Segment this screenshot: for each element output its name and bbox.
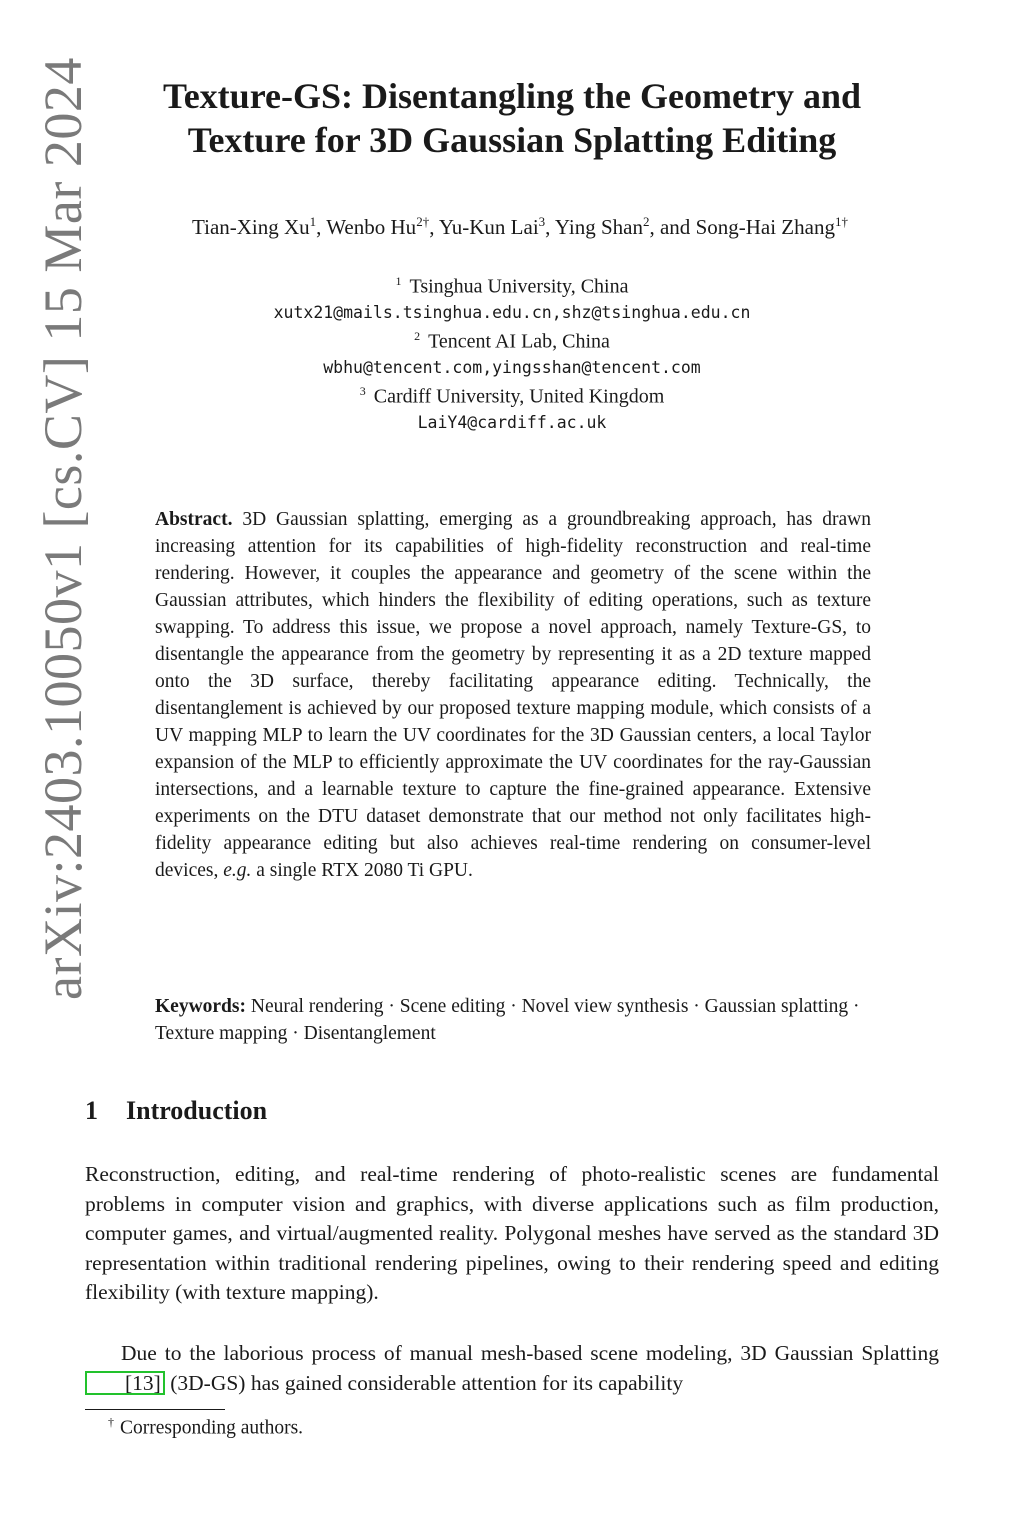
title-line-1: Texture-GS: Disentangling the Geometry and: [163, 76, 861, 116]
author-separator: ,: [316, 215, 327, 239]
author-affiliation-mark: 2: [642, 214, 650, 229]
affiliation-emails: xutx21@mails.tsinghua.edu.cn,shz@tsinghua.edu.cn: [273, 302, 751, 322]
intro-paragraph-1: Reconstruction, editing, and real-time rendering of photo-realistic scenes are fundamental problems in computer vision and graphics, with diverse applications such as film production, computer games, and virtual/augmented reality. Polygonal meshes have served as the standard 3D representation within traditional rendering pipelines, owing to their rendering speed and editing flexibility (with texture mapping).: [85, 1162, 939, 1305]
affiliation-emails: wbhu@tencent.com,yingsshan@tencent.com: [323, 357, 701, 377]
affiliation-number: 3: [359, 384, 366, 398]
affiliation-3: [200, 378, 824, 436]
abstract-eg: e.g.: [223, 860, 252, 881]
author-affiliation-mark: 1: [309, 214, 317, 229]
abstract-text: 3D Gaussian splatting, emerging as a groundbreaking approach, has drawn increasing attention for its capabilities of high-fidelity reconstruction and real-time rendering. However, it couples the appearance and geometry of the scene within the Gaussian attributes, which hinders the flexibility of editing operations, such as texture swapping. To address this issue, we propose a novel approach, namely Texture-GS, to disentangle the appearance from the geometry by representing it as a 2D texture mapped onto the 3D surface, thereby facilitating appearance editing. Technically, the disentanglement is achieved by our proposed texture mapping module, which consists of a UV mapping MLP to learn the UV coordinates for the 3D Gaussian centers, a local Taylor expansion of the MLP to efficiently approximate the UV coordinates for the ray-Gaussian intersections, and a learnable texture to capture the fine-grained appearance. Extensive experiments on the DTU dataset demonstrate that our method not only facilitates high-fidelity appearance editing but also achieves real-time rendering on consumer-level devices,: [155, 509, 872, 881]
affiliation-number: 2: [414, 329, 421, 343]
keywords-text: Neural rendering · Scene editing · Novel view synthesis · Gaussian splatting · Texture mapping · Disentanglement: [155, 996, 860, 1044]
author-affiliation-mark: 1†: [834, 214, 848, 229]
section-number: 1: [85, 1096, 98, 1125]
author-list: [80, 214, 960, 240]
paper-title: [100, 74, 924, 162]
citation-number: 13: [132, 1370, 154, 1395]
affiliation-name: Cardiff University, United Kingdom: [373, 385, 665, 408]
author-name: Wenbo Hu: [326, 215, 417, 239]
intro-paragraph-2-text: Due to the laborious process of manual mesh-based scene modeling, 3D Gaussian Splatting: [121, 1341, 939, 1365]
author-name: Ying Shan: [554, 215, 643, 239]
author-separator: ,: [429, 215, 439, 239]
section-title: Introduction: [126, 1096, 268, 1125]
affiliation-emails: LaiY4@cardiff.ac.uk: [417, 412, 607, 432]
author-name: Tian-Xing Xu: [192, 215, 310, 239]
affiliation-2: [200, 323, 824, 381]
affiliation-number: 1: [395, 274, 402, 288]
intro-paragraph-2-continuation: (3D-GS) has gained considerable attention for its capability: [170, 1370, 684, 1395]
intro-paragraph-2: [85, 1339, 939, 1398]
author-name: Yu-Kun Lai: [438, 215, 539, 239]
keywords: [155, 993, 871, 1047]
abstract-tail: a single RTX 2080 Ti GPU.: [256, 860, 473, 881]
author-separator: , and: [649, 215, 696, 239]
abstract: [155, 506, 871, 884]
author-affiliation-mark: 2†: [416, 214, 430, 229]
citation-link[interactable]: [13]: [85, 1371, 165, 1395]
section-heading: [85, 1096, 267, 1126]
abstract-label: Abstract.: [155, 509, 233, 530]
footnote-text: Corresponding authors.: [120, 1417, 304, 1439]
affiliation-name: Tencent AI Lab, China: [428, 330, 610, 353]
footnote-rule: [85, 1409, 225, 1410]
footnote: [108, 1415, 303, 1440]
footnote-mark: †: [108, 1415, 114, 1429]
author-name: Song-Hai Zhang: [695, 215, 835, 239]
affiliation-name: Tsinghua University, China: [409, 275, 629, 298]
author-separator: ,: [545, 215, 555, 239]
arxiv-identifier-stamp: arXiv:2403.10050v1 [cs.CV] 15 Mar 2024: [33, 57, 93, 1000]
author-affiliation-mark: 3: [538, 214, 546, 229]
affiliation-1: [200, 268, 824, 326]
title-line-2: Texture for 3D Gaussian Splatting Editing: [187, 120, 837, 160]
keywords-label: Keywords:: [155, 996, 246, 1017]
